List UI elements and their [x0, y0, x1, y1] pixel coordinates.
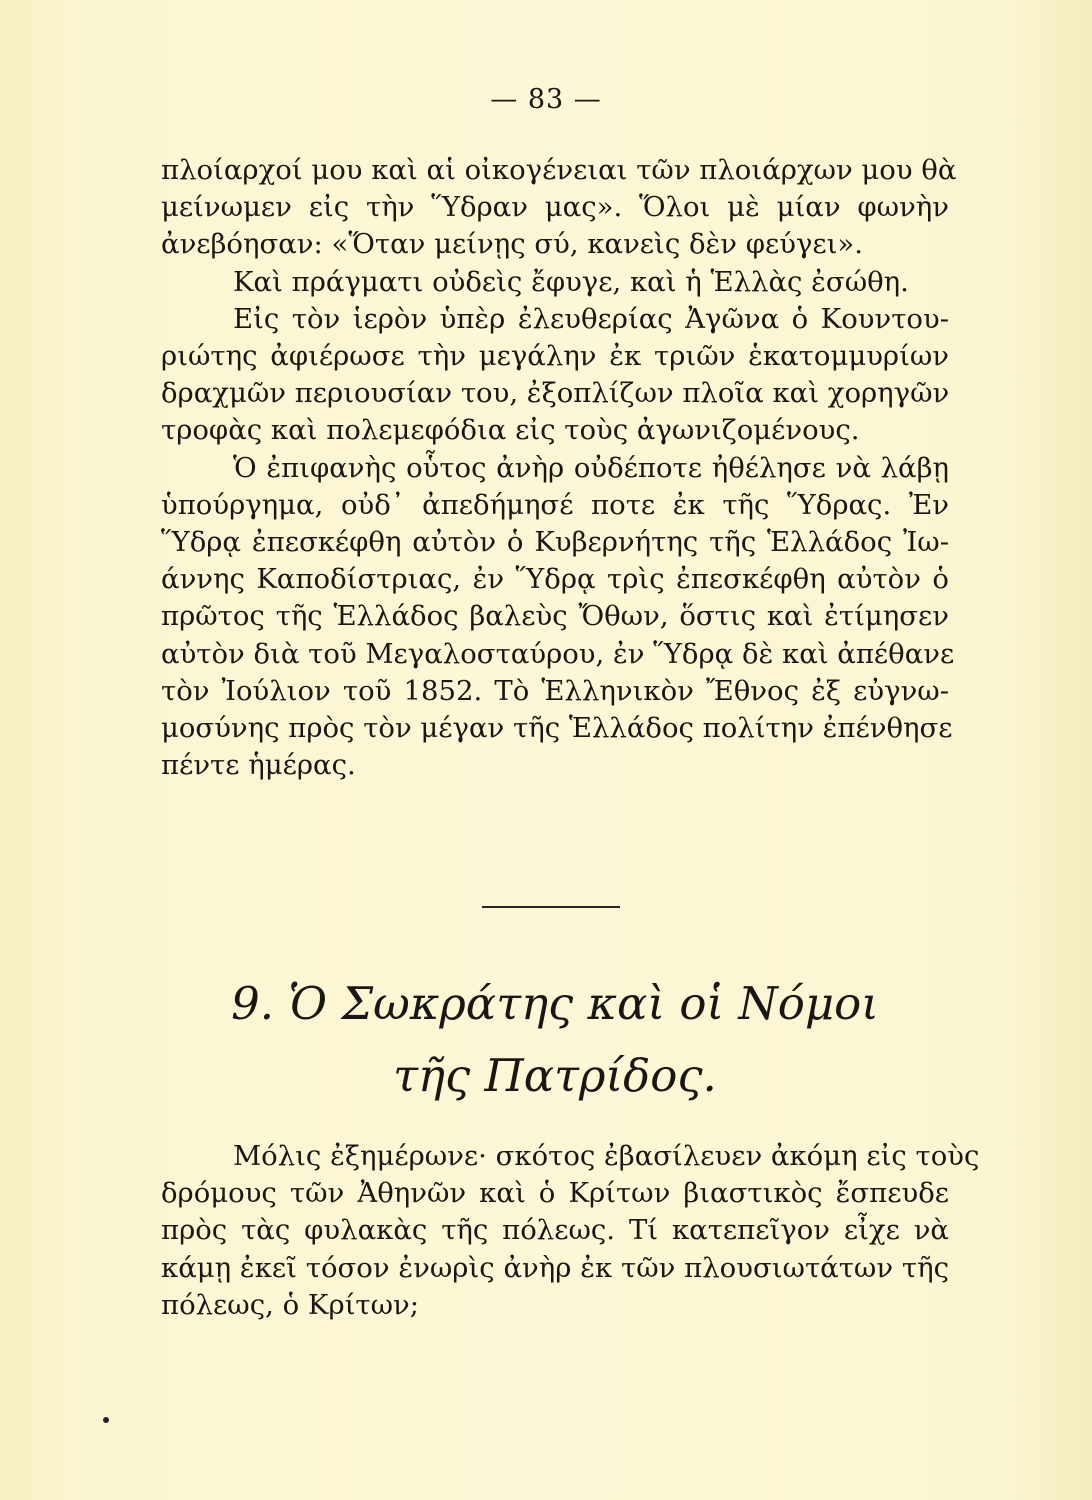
text-line: πέντε ἡμέρας. [161, 749, 356, 782]
text-line: Ὕδρᾳ ἐπεσκέφθη αὐτὸν ὁ Κυβερνήτης τῆς Ἑλλάδος Ἰω- [161, 526, 949, 559]
text-line: ἀνεβόησαν: «Ὅταν μείνῃς σύ, κανεὶς δὲν φεύγει». [161, 228, 863, 261]
text-line: δραχμῶν περιουσίαν του, ἐξοπλίζων πλοῖα καὶ χορηγῶν [161, 377, 950, 410]
text-line: μοσύνης πρὸς τὸν μέγαν τῆς Ἑλλάδος πολίτην ἐπένθησε [161, 712, 953, 745]
chapter-title-line-2: τῆς Πατρίδος. [393, 1049, 717, 1102]
text-line: Ὁ ἐπιφανὴς οὗτος ἀνὴρ οὐδέποτε ἠθέλησε νὰ λάβῃ [233, 451, 949, 484]
text-line: πρῶτος τῆς Ἑλλάδος βαλεὺς Ὄθων, ὅστις καὶ ἐτίμησεν [161, 600, 949, 633]
text-line: δρόμους τῶν Ἀθηνῶν καὶ ὁ Κρίτων βιαστικὸς ἔσπευδε [161, 1177, 949, 1210]
text-line: πρὸς τὰς φυλακὰς τῆς πόλεως. Τί κατεπεῖγον εἶχε νὰ [161, 1214, 949, 1247]
text-line: κάμῃ ἐκεῖ τόσον ἐνωρὶς ἀνὴρ ἐκ τῶν πλουσιωτάτων τῆς [161, 1251, 949, 1284]
body-text [161, 152, 957, 784]
text-line: μείνωμεν εἰς τὴν Ὕδραν μας». Ὅλοι μὲ μίαν φωνὴν [161, 191, 949, 224]
text-line: ριώτης ἀφιέρωσε τὴν μεγάλην ἐκ τριῶν ἑκατομμυρίων [161, 340, 949, 373]
text-line: Καὶ πράγματι οὐδεὶς ἔφυγε, καὶ ἡ Ἑλλὰς ἐσώθη. [233, 265, 909, 298]
text-line: τροφὰς καὶ πολεμεφόδια εἰς τοὺς ἀγωνιζομένους. [161, 414, 860, 447]
text-line: άννης Καποδίστριας, ἐν Ὕδρᾳ τρὶς ἐπεσκέφθη αὐτὸν ὁ [161, 563, 949, 596]
chapter-title [161, 968, 949, 1112]
text-line: Μόλις ἐξημέρωνε· σκότος ἐβασίλευεν ἀκόμη εἰς τοὺς [233, 1140, 980, 1172]
page-number: — 83 — [490, 84, 602, 115]
chapter-body-text [161, 1138, 980, 1324]
text-line: τὸν Ἰούλιον τοῦ 1852. Τὸ Ἑλληνικὸν Ἔθνος ἐξ εὐγνω- [161, 674, 949, 707]
text-line: Εἰς τὸν ἱερὸν ὑπὲρ ἐλευθερίας Ἀγῶνα ὁ Κουντου- [233, 302, 949, 335]
text-line: αὐτὸν διὰ τοῦ Μεγαλοσταύρου, ἐν Ὕδρᾳ δὲ καὶ ἀπέθανε [161, 637, 955, 670]
text-line: πλοίαρχοί μου καὶ αἱ οἰκογένειαι τῶν πλοιάρχων μου θὰ [161, 154, 957, 186]
section-divider [482, 906, 620, 908]
chapter-title-line-1: 9. Ὁ Σωκράτης καὶ οἱ Νόμοι [231, 977, 879, 1030]
text-line: ὑπούργημα, οὐδ᾽ ἀπεδήμησέ ποτε ἐκ τῆς Ὕδρας. Ἐν [161, 488, 949, 521]
ink-speck [103, 1417, 109, 1423]
text-line: πόλεως, ὁ Κρίτων; [161, 1288, 420, 1321]
